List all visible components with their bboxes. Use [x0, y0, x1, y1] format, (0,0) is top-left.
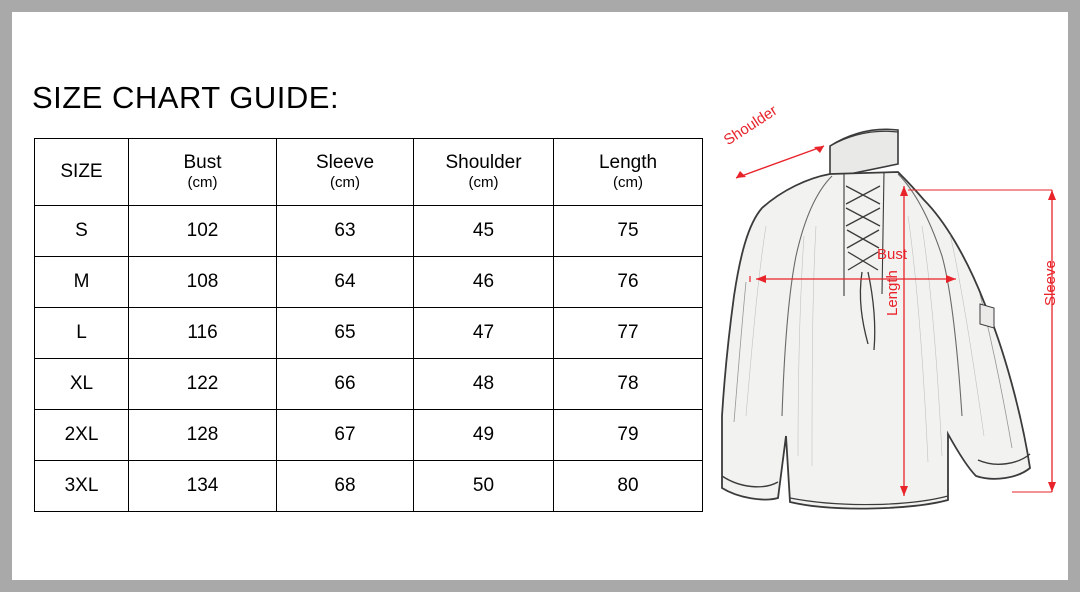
column-header-sleeve-label: Sleeve	[315, 152, 375, 174]
size-chart-table	[34, 138, 703, 512]
cell-sleeve: 67	[277, 410, 414, 461]
shirt-line-drawing	[722, 129, 1030, 508]
cell-length: 80	[554, 461, 703, 512]
cell-shoulder: 47	[414, 308, 554, 359]
cell-size: L	[35, 308, 129, 359]
column-header-shoulder-label: Shoulder	[445, 152, 522, 174]
cell-size: 2XL	[35, 410, 129, 461]
cell-sleeve: 68	[277, 461, 414, 512]
cell-length: 76	[554, 257, 703, 308]
column-header-length-unit: (cm)	[613, 174, 643, 192]
table-row	[35, 410, 703, 461]
cell-bust: 122	[129, 359, 277, 410]
column-header-size-label: SIZE	[60, 161, 103, 183]
column-header-size	[35, 139, 129, 206]
cell-sleeve: 63	[277, 206, 414, 257]
table-row	[35, 257, 703, 308]
column-header-bust-unit: (cm)	[187, 174, 218, 192]
cell-shoulder: 46	[414, 257, 554, 308]
table-body	[35, 206, 703, 512]
cell-bust: 108	[129, 257, 277, 308]
column-header-bust	[129, 139, 277, 206]
table-header-row	[35, 139, 703, 206]
cell-shoulder: 50	[414, 461, 554, 512]
cell-bust: 102	[129, 206, 277, 257]
cell-size: 3XL	[35, 461, 129, 512]
cell-sleeve: 64	[277, 257, 414, 308]
table-row	[35, 206, 703, 257]
column-header-sleeve-unit: (cm)	[330, 174, 360, 192]
table-header	[35, 139, 703, 206]
column-header-length	[554, 139, 703, 206]
chart-page	[12, 12, 1068, 580]
cell-sleeve: 66	[277, 359, 414, 410]
cell-size: M	[35, 257, 129, 308]
cell-shoulder: 45	[414, 206, 554, 257]
table-row	[35, 308, 703, 359]
column-header-bust-label: Bust	[183, 152, 222, 174]
cell-size: XL	[35, 359, 129, 410]
garment-illustration	[712, 102, 1064, 516]
table-row	[35, 359, 703, 410]
measure-label-shoulder: Shoulder	[720, 102, 781, 149]
column-header-sleeve	[277, 139, 414, 206]
cell-length: 79	[554, 410, 703, 461]
cell-length: 75	[554, 206, 703, 257]
cell-bust: 116	[129, 308, 277, 359]
measure-label-bust: Bust	[877, 246, 908, 263]
measure-label-sleeve: Sleeve	[1042, 260, 1059, 306]
shirt-diagram-svg	[712, 116, 1064, 516]
cell-sleeve: 65	[277, 308, 414, 359]
column-header-shoulder-unit: (cm)	[468, 174, 499, 192]
cell-size: S	[35, 206, 129, 257]
cell-length: 77	[554, 308, 703, 359]
size-chart-table-wrapper	[34, 138, 702, 512]
cell-bust: 128	[129, 410, 277, 461]
cell-length: 78	[554, 359, 703, 410]
column-header-length-label: Length	[598, 152, 658, 174]
page-title: SIZE CHART GUIDE:	[32, 80, 340, 115]
cell-shoulder: 48	[414, 359, 554, 410]
cell-shoulder: 49	[414, 410, 554, 461]
measure-label-length: Length	[884, 270, 901, 316]
table-row	[35, 461, 703, 512]
cell-bust: 134	[129, 461, 277, 512]
column-header-shoulder	[414, 139, 554, 206]
